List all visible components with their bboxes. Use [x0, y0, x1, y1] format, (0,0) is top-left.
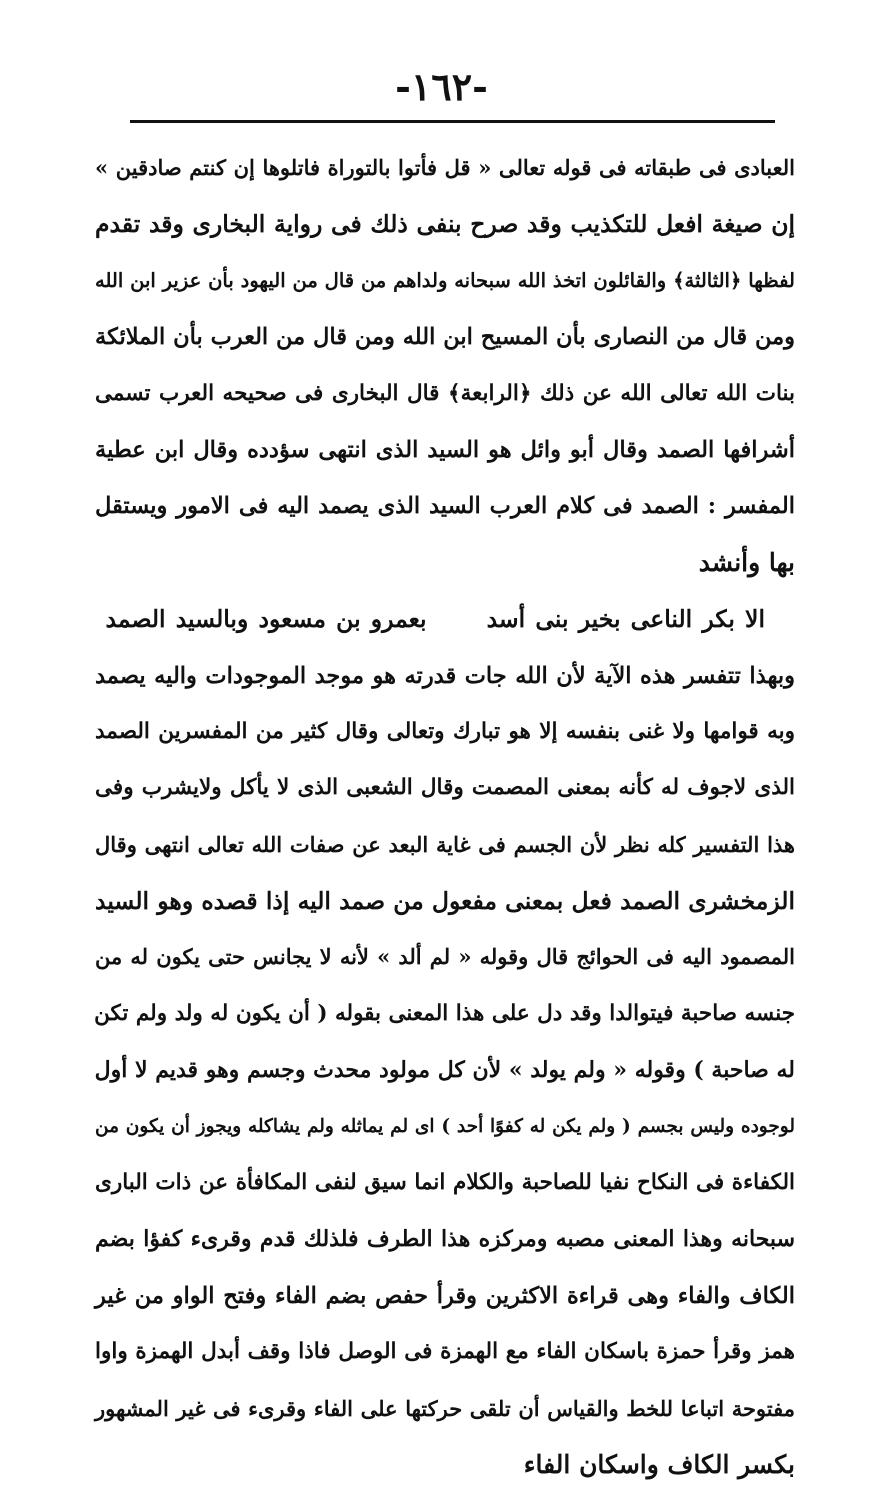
text-line: الكاف والفاء وهى قراءة الاكثرين وقرأ حفص بضم الفاء وفتح الواو من غير [95, 1282, 795, 1309]
text-line: ومن قال من النصارى بأن المسيح ابن الله ومن قال من العرب بأن الملائكة [95, 324, 795, 351]
text-line: وبهذا تتفسر هذه الآية لأن الله جات قدرته هو موجد الموجودات واليه يصمد [95, 662, 795, 689]
text-line: له صاحبة ) وقوله « ولم يولد » لأن كل مولود محدث وجسم وهو قديم لا أول [94, 1057, 795, 1084]
text-line: همز وقرأ حمزة باسكان الفاء مع الهمزة فى الوصل فاذا وقف أبدل الهمزة واوا [95, 1339, 795, 1365]
text-line: الزمخشرى الصمد فعل بمعنى مفعول من صمد اليه إذا قصده وهو السيد [95, 887, 795, 916]
text-line: المفسر : الصمد فى كلام العرب السيد الذى يصمد اليه فى الامور ويستقل [95, 493, 795, 520]
verse-second-hemistich: بعمرو بن مسعود وبالسيد الصمد [105, 605, 427, 634]
text-line: هذا التفسير كله نظر لأن الجسم فى غاية البعد عن صفات الله تعالى انتهى وقال [95, 831, 795, 857]
text-line: بكسر الكاف واسكان الفاء [523, 1449, 795, 1479]
arabic-body-text [95, 140, 795, 1493]
text-line: العبادى فى طبقاته فى قوله تعالى « قل فأتوا بالتوراة فاتلوها إن كنتم صادقين » [95, 155, 795, 180]
text-line: لفظها ﴿الثالثة﴾ والقائلون اتخذ الله سبحانه ولداهم من قال من اليهود بأن عزير ابن الله [95, 268, 795, 292]
header-rule [130, 120, 775, 123]
text-line: وبه قوامها ولا غنى بنفسه إلا هو تبارك وتعالى وقال كثير من المفسرين الصمد [95, 718, 795, 744]
text-line: بها وأنشد [698, 547, 795, 577]
text-line: إن صيغة افعل للتكذيب وقد صرح بنفى ذلك فى رواية البخارى وقد تقدم [95, 210, 795, 239]
text-line: لوجوده وليس بجسم ( ولم يكن له كفوًا أحد ) اى لم يماثله ولم يشاكله ويجوز أن يكون من [95, 1115, 795, 1137]
text-line: المصمود اليه فى الحوائج قال وقوله « لم ألد » لأنه لا يجانس حتى يكون له من [95, 944, 795, 970]
verse-first-hemistich: الا بكر الناعى بخير بنى أسد [486, 605, 765, 634]
page-number: -١٦٢- [395, 64, 488, 109]
poem-verse [95, 591, 795, 647]
text-line: سبحانه وهذا المعنى مصبه ومركزه هذا الطرف فلذلك قدم وقرىء كفؤا بضم [95, 1226, 795, 1253]
text-line: أشرافها الصمد وقال أبو وائل هو السيد الذى انتهى سؤدده وقال ابن عطية [95, 436, 795, 463]
text-line: بنات الله تعالى الله عن ذلك ﴿الرابعة﴾ قال البخارى فى صحيحه العرب تسمى [95, 380, 795, 406]
text-line: جنسه صاحبة فيتوالدا وقد دل على هذا المعنى بقوله ( أن يكون له ولد ولم تكن [94, 1000, 795, 1026]
text-line: الكفاءة فى النكاح نفيا للصاحبة والكلام انما سيق لنفى المكافأة عن ذات البارى [95, 1170, 795, 1196]
text-line: الذى لاجوف له كأنه بمعنى المصمت وقال الشعبى الذى لا يأكل ولايشرب وفى [95, 775, 795, 801]
text-line: مفتوحة اتباعا للخط والقياس أن تلقى حركتها على الفاء وقرىء فى غير المشهور [95, 1395, 795, 1421]
